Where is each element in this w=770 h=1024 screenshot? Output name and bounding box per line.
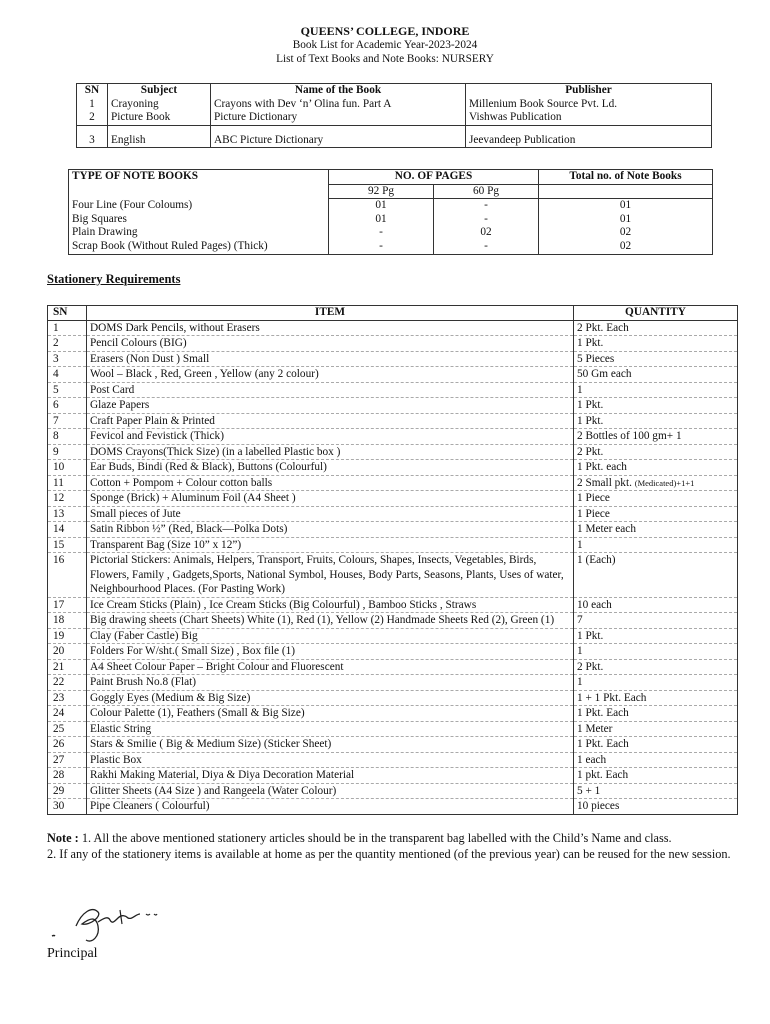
cell-60: - [434,199,539,213]
cell-item [87,799,574,815]
cell-quantity-text: 1 [577,676,583,689]
table-row [48,553,738,598]
cell-item-text: Glitter Sheets (A4 Size ) and Rangeela (Water Colour) [90,784,337,797]
note-text-1: 1. All the above mentioned stationery articles should be in the transparent bag labelled with the Child’s Name and class. [78,831,672,845]
cell-sn-text: 28 [53,769,65,782]
table-row [48,413,738,429]
cell-item-text: DOMS Crayons(Thick Size) (in a labelled Plastic box ) [90,445,341,458]
cell-quantity [574,783,738,799]
table-row [48,721,738,737]
cell-item [87,429,574,445]
cell-sn [48,413,87,429]
cell-quantity [574,628,738,644]
cell-item-text: Sponge (Brick) + Aluminum Foil (A4 Sheet ) [90,492,296,505]
cell-item-text: Plastic Box [90,753,142,766]
cell-sn [48,675,87,691]
table-header-row [69,170,713,185]
cell-quantity [574,398,738,414]
cell-quantity [574,799,738,815]
cell-quantity [574,351,738,367]
table-row [48,675,738,691]
table-row [48,382,738,398]
cell-item [87,721,574,737]
cell-sn-text: 9 [53,445,59,458]
cell-item [87,491,574,507]
cell-publisher: Millenium Book Source Pvt. Ld. [466,98,712,112]
cell-book: Picture Dictionary [211,111,466,125]
cell-sn-text: 13 [53,507,65,520]
table-row [48,351,738,367]
header-pages: NO. OF PAGES [329,170,539,185]
cell-item-text: Big drawing sheets (Chart Sheets) White (1), Red (1), Yellow (2) Handmade Sheets Red (2), Green (1) [90,614,555,627]
cell-item-text: Pictorial Stickers: Animals, Helpers, Transport, Fruits, Colours, Shapes, Insects, Vegetables, Birds, Flowers, Family , Gadgets,Sports, National Symbol, Houses, Body Parts, Seasons, Plants, Uses of water, Neighbourhood Places. (For Pasting Work) [90,554,564,596]
cell-sn-text: 17 [53,598,65,611]
stationery-table [47,305,738,815]
cell-sn [48,644,87,660]
cell-item [87,659,574,675]
table-row [48,398,738,414]
cell-item-text: Folders For W/sht.( Small Size) , Box file (1) [90,645,295,658]
text-books-table [76,83,712,148]
header-sn: SN [48,306,87,321]
cell-quantity-text: 1 Pkt. [577,414,604,427]
cell-item [87,768,574,784]
table-row [77,125,712,148]
cell-sn [48,398,87,414]
cell-sn [48,659,87,675]
cell-quantity [574,336,738,352]
cell-92: 01 [329,213,434,227]
cell-type: Plain Drawing [69,226,329,240]
cell-quantity [574,752,738,768]
cell-quantity-text: 1 Pkt. Each [577,738,629,751]
cell-item-text: Cotton + Pompom + Colour cotton balls [90,476,273,489]
cell-sn [48,799,87,815]
table-row [48,613,738,629]
cell-sn [48,444,87,460]
table-row [48,491,738,507]
cell-quantity-text: 10 each [577,598,612,611]
table-row [48,799,738,815]
cell-sn-text: 8 [53,430,59,443]
cell-quantity [574,597,738,613]
cell-item-text: Wool – Black , Red, Green , Yellow (any 2 colour) [90,368,319,381]
table-row [48,460,738,476]
cell-item-text: Rakhi Making Material, Diya & Diya Decoration Material [90,769,355,782]
cell-item-text: Paint Brush No.8 (Flat) [90,676,197,689]
cell-sn-text: 10 [53,461,65,474]
cell-92: - [329,240,434,254]
table-row [48,628,738,644]
table-header-row [48,306,738,321]
cell-item [87,522,574,538]
cell-quantity-text: 1 pkt. Each [577,769,629,782]
header-publisher: Publisher [466,84,712,98]
table-row [77,98,712,112]
cell-quantity-text: 2 Pkt. Each [577,321,629,334]
cell-sn [48,537,87,553]
cell-quantity [574,475,738,491]
cell-sn-text: 16 [53,554,65,567]
cell-item-text: Transparent Bag (Size 10” x 12”) [90,538,242,551]
subheader-92: 92 Pg [329,184,434,199]
cell-sn [48,721,87,737]
subheader-60: 60 Pg [434,184,539,199]
cell-item-text: Craft Paper Plain & Printed [90,414,215,427]
cell-sn [48,706,87,722]
cell-item [87,752,574,768]
table-row [48,597,738,613]
cell-quantity-text: 1 Pkt. each [577,461,627,474]
cell-item [87,553,574,598]
cell-quantity-text: 1 [577,645,583,658]
note-text-2: 2. If any of the stationery items is available at home as per the quantity mentioned (of the previous year) can be reused for the new session. [47,847,731,861]
subheader-row [69,184,713,199]
table-row [69,213,713,227]
cell-sn-text: 25 [53,722,65,735]
cell-quantity [574,460,738,476]
cell-quantity-text: 1 Meter each [577,523,636,536]
cell-quantity [574,522,738,538]
cell-quantity [574,491,738,507]
table-row [48,367,738,383]
cell-item [87,367,574,383]
cell-sn [48,320,87,336]
cell-item-text: Ice Cream Sticks (Plain) , Ice Cream Sticks (Big Colourful) , Bamboo Sticks , Straws [90,598,477,611]
cell-sn-text: 30 [53,800,65,813]
cell-sn [48,336,87,352]
table-row [69,240,713,254]
table-row [48,768,738,784]
cell-sn-text: 2 [53,337,59,350]
cell-sn-text: 24 [53,707,65,720]
cell-sn [48,351,87,367]
cell-sn-text: 4 [53,368,59,381]
cell-item-text: Satin Ribbon ½” (Red, Black—Polka Dots) [90,523,288,536]
cell-quantity-text: 5 Pieces [577,352,615,365]
list-title: List of Text Books and Note Books: NURSERY [276,53,494,65]
cell-sn: 2 [77,111,108,125]
cell-empty [539,184,713,199]
cell-item [87,644,574,660]
cell-sn [48,506,87,522]
table-row [48,537,738,553]
cell-item-text: DOMS Dark Pencils, without Erasers [90,321,260,334]
cell-92: - [329,226,434,240]
cell-total: 02 [539,226,713,240]
cell-item [87,460,574,476]
cell-quantity-text: 1 [577,383,583,396]
cell-sn [48,628,87,644]
cell-item [87,597,574,613]
section-title: Stationery Requirements [47,272,181,286]
cell-quantity-text: 1 each [577,753,607,766]
cell-empty [69,184,329,199]
cell-sn [48,475,87,491]
cell-item-text: Pipe Cleaners ( Colourful) [90,800,210,813]
cell-60: 02 [434,226,539,240]
cell-quantity [574,429,738,445]
table-row [48,659,738,675]
signature [48,898,178,947]
header-total: Total no. of Note Books [539,170,713,185]
cell-sn-text: 20 [53,645,65,658]
cell-item [87,506,574,522]
cell-item-text: Clay (Faber Castle) Big [90,629,198,642]
cell-quantity-text: 1 Pkt. [577,629,604,642]
note-line-1 [47,830,742,846]
cell-item [87,737,574,753]
cell-sn [48,367,87,383]
cell-quantity-text: 2 Pkt. [577,445,604,458]
cell-sn [48,553,87,598]
cell-60: - [434,213,539,227]
cell-quantity [574,553,738,598]
cell-quantity [574,413,738,429]
principal-label: Principal [47,946,98,961]
cell-item-text: Fevicol and Fevistick (Thick) [90,430,224,443]
table-row [48,429,738,445]
cell-publisher: Jeevandeep Publication [466,125,712,148]
cell-sn-text: 26 [53,738,65,751]
document-header [0,24,770,66]
cell-item [87,413,574,429]
cell-quantity [574,382,738,398]
header-book-name: Name of the Book [211,84,466,98]
cell-sn [48,597,87,613]
cell-quantity-text: 1 Meter [577,722,613,735]
cell-quantity-text: 2 Bottles of 100 gm+ 1 [577,430,682,443]
table-row [48,752,738,768]
cell-item [87,475,574,491]
cell-subject: Crayoning [108,98,211,112]
cell-item-text: Post Card [90,383,135,396]
cell-sn-text: 23 [53,691,65,704]
table-row [48,644,738,660]
table-row [69,226,713,240]
cell-sn-text: 1 [53,321,59,334]
cell-quantity-text: 1 Pkt. [577,337,604,350]
cell-item-text: Erasers (Non Dust ) Small [90,352,210,365]
cell-quantity-text: 2 Small pkt. [577,476,635,489]
cell-sn [48,613,87,629]
cell-total: 02 [539,240,713,254]
cell-quantity [574,613,738,629]
table-row [48,475,738,491]
cell-item [87,382,574,398]
note-label: Note : [47,831,79,845]
header-subject: Subject [108,84,211,98]
header-type: TYPE OF NOTE BOOKS [69,170,329,185]
cell-item [87,444,574,460]
cell-sn-text: 29 [53,784,65,797]
header-sn: SN [77,84,108,98]
table-row [48,522,738,538]
cell-publisher: Vishwas Publication [466,111,712,125]
cell-item-text: Colour Palette (1), Feathers (Small & Big Size) [90,707,305,720]
college-name: QUEENS’ COLLEGE, INDORE [300,24,470,38]
cell-type: Big Squares [69,213,329,227]
cell-quantity-text: 50 Gm each [577,368,632,381]
cell-quantity-text: 1 Piece [577,507,610,520]
cell-item [87,537,574,553]
cell-quantity [574,537,738,553]
book-list-year: Book List for Academic Year-2023-2024 [292,39,478,51]
cell-item [87,320,574,336]
cell-sn [48,690,87,706]
cell-sn-text: 22 [53,676,65,689]
header-quantity: QUANTITY [574,306,738,321]
stationery-body [48,320,738,814]
cell-quantity [574,706,738,722]
cell-type: Scrap Book (Without Ruled Pages) (Thick) [69,240,329,254]
cell-book: ABC Picture Dictionary [211,125,466,148]
cell-sn [48,382,87,398]
table-header-row [77,84,712,98]
cell-sn [48,460,87,476]
cell-quantity-text: 1 + 1 Pkt. Each [577,691,647,704]
cell-sn-text: 27 [53,753,65,766]
cell-subject: English [108,125,211,148]
cell-quantity-text: 1 Piece [577,492,610,505]
cell-quantity [574,768,738,784]
cell-sn [48,522,87,538]
cell-sn-text: 21 [53,660,65,673]
cell-item [87,336,574,352]
cell-sn: 1 [77,98,108,112]
cell-item-text: Goggly Eyes (Medium & Big Size) [90,691,251,704]
header-item: ITEM [87,306,574,321]
cell-total: 01 [539,199,713,213]
cell-item-text: A4 Sheet Colour Paper – Bright Colour and Fluorescent [90,660,344,673]
cell-item-text: Glaze Papers [90,399,150,412]
cell-quantity-text: 10 pieces [577,800,620,813]
cell-sn-text: 11 [53,476,64,489]
cell-quantity-text: 1 (Each) [577,554,616,567]
cell-item-text: Stars & Smilie ( Big & Medium Size) (Sticker Sheet) [90,738,332,751]
cell-item [87,398,574,414]
cell-sn-text: 12 [53,492,65,505]
cell-quantity-text: 2 Pkt. [577,660,604,673]
cell-book: Crayons with Dev ‘n’ Olina fun. Part A [211,98,466,112]
note-block [47,830,742,862]
table-row [77,111,712,125]
cell-item-text: Elastic String [90,722,152,735]
cell-quantity-text: 1 Pkt. [577,399,604,412]
table-row [48,737,738,753]
cell-sn-text: 14 [53,523,65,536]
cell-item [87,690,574,706]
cell-total: 01 [539,213,713,227]
cell-quantity [574,320,738,336]
cell-quantity-text: 7 [577,614,583,627]
cell-item [87,675,574,691]
table-row [48,336,738,352]
cell-sn: 3 [77,125,108,148]
cell-sn-text: 18 [53,614,65,627]
cell-item [87,351,574,367]
cell-quantity [574,675,738,691]
table-row [69,199,713,213]
cell-sn-text: 7 [53,414,59,427]
cell-item-text: Small pieces of Jute [90,507,181,520]
cell-item [87,706,574,722]
cell-sn [48,737,87,753]
cell-item [87,613,574,629]
cell-sn [48,491,87,507]
cell-quantity-text: 5 + 1 [577,784,601,797]
table-row [48,320,738,336]
cell-sn [48,768,87,784]
cell-quantity [574,659,738,675]
note-books-table [68,169,713,255]
cell-type: Four Line (Four Coloums) [69,199,329,213]
cell-sn-text: 19 [53,629,65,642]
table-row [48,506,738,522]
table-row [48,783,738,799]
cell-quantity [574,644,738,660]
cell-item [87,783,574,799]
cell-item-text: Ear Buds, Bindi (Red & Black), Buttons (Colourful) [90,461,327,474]
table-row [48,444,738,460]
cell-sn [48,429,87,445]
cell-item [87,628,574,644]
signature-icon [48,898,178,944]
cell-quantity [574,444,738,460]
cell-quantity [574,367,738,383]
cell-subject: Picture Book [108,111,211,125]
cell-60: - [434,240,539,254]
cell-quantity-text: 1 Pkt. Each [577,707,629,720]
cell-92: 01 [329,199,434,213]
table-row [48,690,738,706]
cell-sn [48,783,87,799]
cell-sn-text: 3 [53,352,59,365]
cell-quantity [574,690,738,706]
cell-sn-text: 15 [53,538,65,551]
cell-sn-text: 6 [53,399,59,412]
cell-quantity [574,721,738,737]
cell-item-text: Pencil Colours (BIG) [90,337,187,350]
cell-sn [48,752,87,768]
cell-quantity-text: 1 [577,538,583,551]
table-row [48,706,738,722]
cell-quantity [574,737,738,753]
cell-quantity [574,506,738,522]
medicated-note: (Medicated)+1+1 [634,477,695,488]
cell-sn-text: 5 [53,383,59,396]
